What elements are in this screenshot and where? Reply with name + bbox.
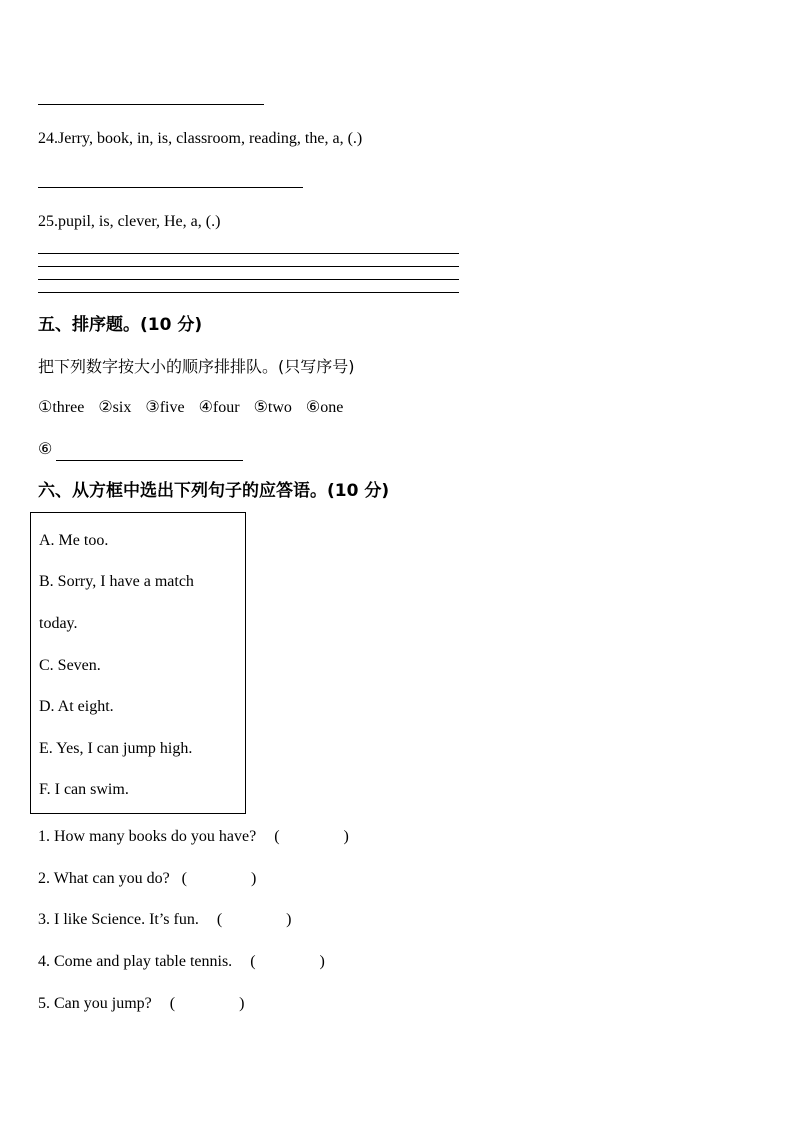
response-question-3 — [38, 910, 292, 930]
option-b-continued: today. — [39, 615, 78, 632]
answer-parentheses[interactable]: ( ) — [250, 953, 325, 970]
section5-heading: 五、排序题。(10 分) — [38, 315, 203, 335]
response-question-2 — [38, 869, 256, 889]
answer-line-25b[interactable] — [38, 266, 459, 267]
answer-line-23[interactable] — [38, 104, 264, 105]
option-b: B. Sorry, I have a match — [39, 573, 194, 590]
response-question-1 — [38, 827, 349, 847]
order-answer-prefix: ⑥ — [38, 441, 53, 458]
number-item: ③five — [145, 399, 185, 416]
answer-line-25d[interactable] — [38, 292, 459, 293]
question-24: 24.Jerry, book, in, is, classroom, reading, the, a, (.) — [38, 130, 363, 147]
section6-heading: 六、从方框中选出下列句子的应答语。(10 分) — [38, 481, 390, 501]
number-items — [38, 398, 353, 418]
option-a: A. Me too. — [39, 532, 109, 549]
option-e: E. Yes, I can jump high. — [39, 740, 193, 757]
option-d: D. At eight. — [39, 698, 114, 715]
answer-parentheses[interactable]: ( ) — [216, 911, 292, 928]
question-text: 5. Can you jump? — [38, 995, 152, 1012]
question-text: 2. What can you do? — [38, 870, 170, 887]
question-text: 4. Come and play table tennis. — [38, 953, 233, 970]
answer-line-24[interactable] — [38, 187, 303, 188]
order-answer-line[interactable] — [56, 460, 243, 461]
options-box — [30, 512, 246, 814]
question-text: 1. How many books do you have? — [38, 828, 257, 845]
answer-parentheses[interactable]: ( ) — [274, 828, 349, 845]
option-c: C. Seven. — [39, 657, 101, 674]
number-item: ①three — [38, 399, 85, 416]
number-item: ④four — [198, 399, 240, 416]
answer-line-25a[interactable] — [38, 253, 459, 254]
question-25: 25.pupil, is, clever, He, a, (.) — [38, 213, 221, 230]
number-item: ⑥one — [305, 399, 344, 416]
answer-parentheses[interactable]: ( ) — [181, 870, 257, 887]
answer-parentheses[interactable]: ( ) — [169, 995, 245, 1012]
section5-instruction: 把下列数字按大小的顺序排排队。(只写序号) — [38, 357, 355, 376]
question-text: 3. I like Science. It’s fun. — [38, 911, 199, 928]
answer-line-25c[interactable] — [38, 279, 459, 280]
number-item: ⑤two — [253, 399, 292, 416]
response-question-4 — [38, 952, 325, 972]
number-item: ②six — [98, 399, 132, 416]
response-question-5 — [38, 994, 244, 1014]
option-f: F. I can swim. — [39, 781, 129, 798]
